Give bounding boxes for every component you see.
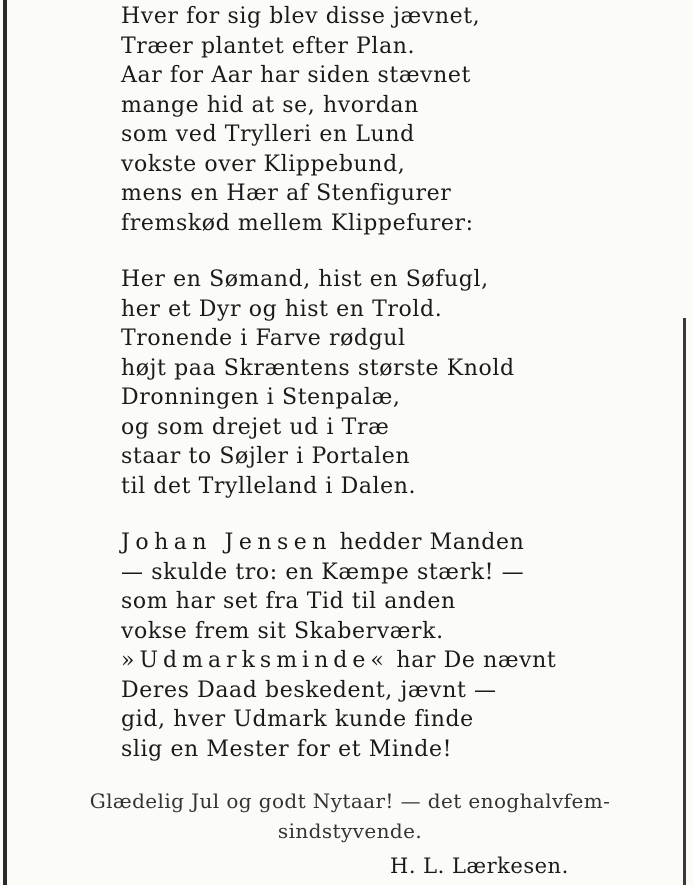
poem-line: til det Trylleland i Dalen. (121, 473, 417, 499)
stanza-2 (121, 265, 661, 501)
right-column-rule (683, 318, 686, 885)
poem-line: staar to Søjler i Portalen (121, 444, 411, 469)
poem-line: fremskød mellem Klippefurer: (121, 210, 474, 236)
poem-line: Aar for Aar har siden stævnet (121, 63, 471, 88)
poem-line: og som drejet ud i Træ (121, 414, 390, 440)
poem-line: Dronningen i Stenpalæ, (121, 385, 401, 410)
poem-line: Tronende i Farve rødgul (121, 326, 406, 351)
stanza-3 (121, 528, 661, 764)
poem-line: vokse frem sit Skaberværk. (121, 618, 444, 644)
spaced-name: Johan Jensen (121, 530, 332, 555)
poem-line: mens en Hær af Stenfigurer (121, 181, 452, 206)
poem-line: højt paa Skræntens største Knold (121, 355, 515, 381)
poem-line: gid, hver Udmark kunde finde (121, 707, 474, 732)
poem-line: her et Dyr og hist en Trold. (121, 296, 443, 322)
poem-line: som ved Trylleri en Lund (121, 122, 415, 147)
poem-line: slig en Mester for et Minde! (121, 736, 453, 762)
poem-line (121, 646, 661, 676)
greeting-line-2: sindstyvende. (277, 819, 423, 843)
left-column-rule (3, 0, 7, 885)
line-rest: hedder Manden (332, 530, 525, 555)
poem-line: — skulde tro: en Kæmpe stærk! — (121, 559, 525, 585)
poem-line: Hver for sig blev disse jævnet, (121, 4, 481, 29)
line-rest: har De nævnt (388, 648, 557, 673)
poem (121, 2, 661, 764)
stanza-1 (121, 2, 661, 238)
spaced-place-name: »Udmarksminde« (121, 648, 389, 673)
poem-line: Træer plantet efter Plan. (121, 33, 416, 59)
christmas-greeting (33, 786, 667, 846)
greeting-line-1: Glædelig Jul og godt Nytaar! — det enoghalvfem- (89, 789, 611, 813)
poem-line: Deres Daad beskedent, jævnt — (121, 677, 497, 703)
poem-line: Her en Sømand, hist en Søfugl, (121, 267, 489, 292)
poem-line (121, 528, 661, 558)
author-signature: H. L. Lærkesen. (390, 854, 569, 878)
poem-line: vokste over Klippebund, (121, 151, 406, 177)
poem-line: som har set fra Tid til anden (121, 589, 456, 614)
poem-line: mange hid at se, hvordan (121, 92, 419, 118)
